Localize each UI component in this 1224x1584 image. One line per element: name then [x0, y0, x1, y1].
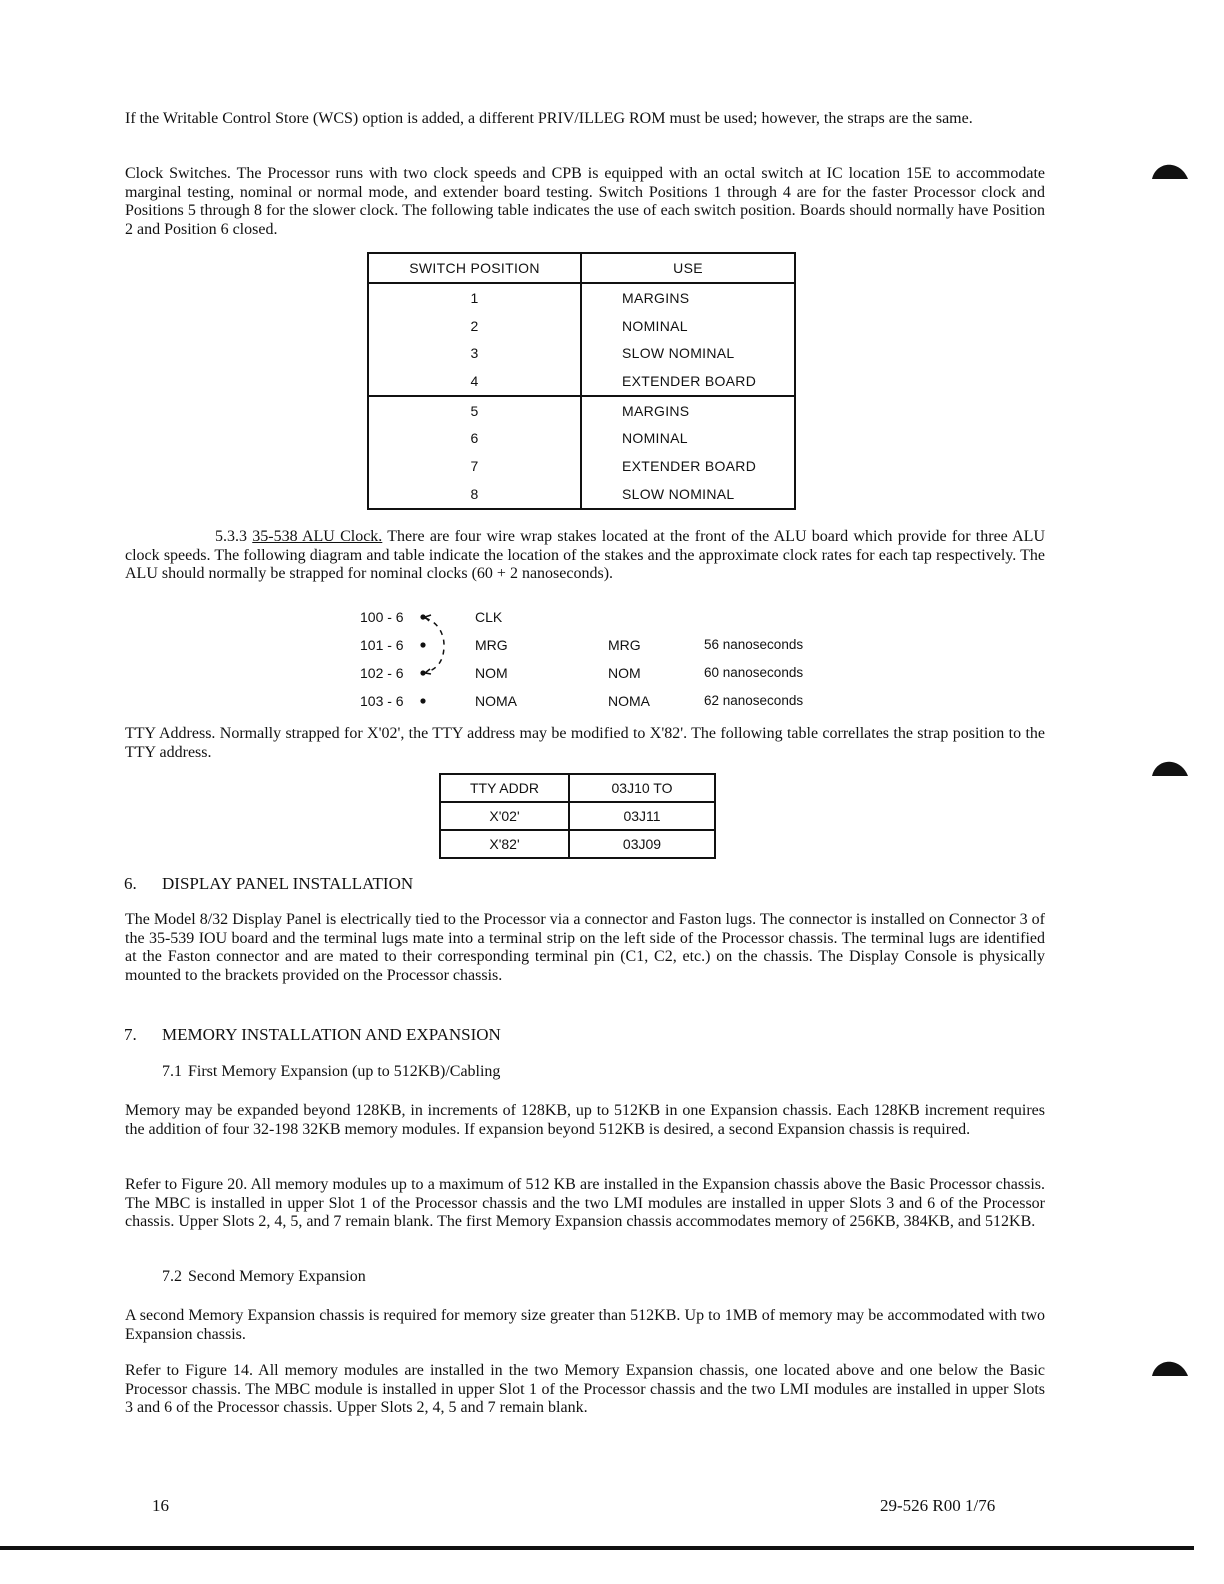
switch-position-cell: 7	[368, 452, 581, 480]
stake-dot	[420, 642, 425, 647]
switch-position-cell: 3	[368, 339, 581, 367]
switch-position-cell: 1	[368, 283, 581, 312]
strap-wire	[425, 618, 444, 673]
switch-position-cell: 5	[368, 396, 581, 425]
signal-label: MRG	[475, 637, 508, 653]
tty-address-paragraph: TTY Address. Normally strapped for X'02', the TTY address may be modified to X'82'. The following table correllates the strap position to the TTY address.	[125, 725, 1045, 761]
signal-label: NOMA	[475, 693, 517, 709]
alu-clock-number: 5.3.3	[215, 528, 247, 545]
signal-label: MRG	[608, 637, 641, 653]
switch-position-cell: 6	[368, 424, 581, 452]
table-row	[368, 367, 795, 396]
use-cell: SLOW NOMINAL	[581, 480, 795, 509]
switch-position-cell: 8	[368, 480, 581, 509]
stake-dot	[420, 614, 425, 619]
subsection-number: 7.1	[162, 1063, 182, 1080]
use-cell: SLOW NOMINAL	[581, 339, 795, 367]
section-title: MEMORY INSTALLATION AND EXPANSION	[162, 1025, 501, 1044]
table-row	[368, 452, 795, 480]
column-header-tty-addr: TTY ADDR	[440, 774, 569, 802]
wcs-paragraph: If the Writable Control Store (WCS) option is added, a different PRIV/ILLEG ROM must be used; however, the straps are the same.	[125, 110, 973, 127]
table-row	[368, 396, 795, 425]
punch-hole-mark	[1150, 752, 1190, 782]
signal-label: NOM	[608, 665, 641, 681]
punch-hole-mark	[1150, 155, 1190, 185]
alu-clock-body: There are four wire wrap stakes located at the front of the ALU board which provide for three ALU clock speeds. The following diagram and table indicate the location of the stakes and the approximate clock rates for each tap respectively. The ALU should normally be strapped for nominal clocks (60 + 2 nanoseconds).	[125, 528, 1046, 582]
punch-hole-mark	[1150, 1352, 1190, 1382]
table-row	[368, 312, 795, 340]
strap-arrow	[425, 615, 431, 621]
clock-rate: 56 nanoseconds	[704, 637, 804, 652]
use-cell: MARGINS	[581, 396, 795, 425]
use-cell: NOMINAL	[581, 424, 795, 452]
signal-label: NOM	[475, 665, 508, 681]
document-id: 29-526 R00 1/76	[880, 1496, 996, 1515]
bottom-rule	[0, 1546, 1194, 1550]
display-panel-paragraph: The Model 8/32 Display Panel is electrically tied to the Processor via a connector and Faston lugs. The connector is installed on Connector 3 of the 35-539 IOU board and the terminal lugs mate into a terminal strip on the left side of the Processor chassis. The terminal lugs are identified at the Faston connector and are mated to their corresponding terminal pin (C1, C2, etc.) on the chassis. The Display Console is physically mounted to the brackets provided on the Processor chassis.	[125, 911, 1045, 984]
section-title: DISPLAY PANEL INSTALLATION	[162, 874, 414, 893]
section-number: 7.	[124, 1025, 137, 1044]
table-row	[440, 830, 715, 858]
column-header-switch-position: SWITCH POSITION	[368, 253, 581, 283]
clock-rate: 62 nanoseconds	[704, 693, 804, 708]
table-row	[368, 339, 795, 367]
clock-switches-paragraph: Clock Switches. The Processor runs with two clock speeds and CPB is equipped with an octal switch at IC location 15E to accommodate marginal testing, nominal or normal mode, and extender board testing. Switch Positions 1 through 4 are for the faster Processor clock and Positions 5 through 8 for the slower clock. The following table indicates the use of each switch position. Boards should normally have Position 2 and Position 6 closed.	[125, 165, 1045, 238]
stake-label: 101 - 6	[360, 637, 404, 653]
section-number: 6.	[124, 874, 137, 893]
switch-position-table	[367, 252, 796, 510]
figure14-paragraph: Refer to Figure 14. All memory modules are installed in the two Memory Expansion chassis, one located above and one below the Basic Processor chassis. The MBC module is installed in upper Slot 1 of the Processor chassis and the two LMI modules are installed in upper Slots 3 and 6 of the Processor chassis. Upper Slots 2, 4, 5 and 7 remain blank.	[125, 1362, 1045, 1416]
signal-label: NOMA	[608, 693, 650, 709]
use-cell: EXTENDER BOARD	[581, 367, 795, 396]
stake-dot	[420, 698, 425, 703]
strap-cell: 03J09	[569, 830, 715, 858]
tty-addr-cell: X'82'	[440, 830, 569, 858]
tty-addr-cell: X'02'	[440, 802, 569, 830]
subsection-heading	[162, 1063, 500, 1081]
table-row	[368, 424, 795, 452]
subsection-title: First Memory Expansion (up to 512KB)/Cabling	[188, 1063, 501, 1080]
page-number: 16	[152, 1496, 169, 1515]
use-cell: EXTENDER BOARD	[581, 452, 795, 480]
stake-label: 100 - 6	[360, 609, 404, 625]
section-heading	[124, 874, 413, 894]
memory-expand-paragraph: Memory may be expanded beyond 128KB, in increments of 128KB, up to 512KB in one Expansion chassis. Each 128KB increment requires the addition of four 32-198 32KB memory modules. If expansion beyond 512KB is desired, a second Expansion chassis is required.	[125, 1102, 1045, 1138]
column-header-use: USE	[581, 253, 795, 283]
switch-position-cell: 4	[368, 367, 581, 396]
table-header-row	[368, 253, 795, 283]
alu-clock-paragraph	[125, 528, 1045, 584]
table-row	[368, 283, 795, 312]
use-cell: NOMINAL	[581, 312, 795, 340]
alu-clock-title: 35-538 ALU Clock.	[252, 528, 383, 545]
second-expand-paragraph: A second Memory Expansion chassis is required for memory size greater than 512KB. Up to 1MB of memory may be accommodated with two Expansion chassis.	[125, 1307, 1045, 1343]
subsection-title: Second Memory Expansion	[188, 1268, 366, 1285]
signal-label: CLK	[475, 609, 503, 625]
strap-arrow	[425, 669, 431, 674]
stake-dot	[420, 670, 425, 675]
subsection-heading	[162, 1268, 366, 1286]
strap-cell: 03J11	[569, 802, 715, 830]
table-header-row	[440, 774, 715, 802]
subsection-number: 7.2	[162, 1268, 182, 1285]
figure20-paragraph: Refer to Figure 20. All memory modules up to a maximum of 512 KB are installed in the Expansion chassis above the Basic Processor chassis. The MBC is installed in upper Slot 1 of the Processor chassis and the two LMI modules are installed in upper Slots 3 and 6 of the Processor chassis. Upper Slots 2, 4, 5, and 7 remain blank. The first Memory Expansion chassis accommodates memory of 256KB, 384KB, and 512KB.	[125, 1176, 1045, 1230]
stake-label: 103 - 6	[360, 693, 404, 709]
stake-label: 102 - 6	[360, 665, 404, 681]
column-header-strap: 03J10 TO	[569, 774, 715, 802]
use-cell: MARGINS	[581, 283, 795, 312]
tty-address-table	[439, 773, 716, 859]
clock-rate: 60 nanoseconds	[704, 665, 804, 680]
section-heading	[124, 1025, 501, 1045]
table-row	[440, 802, 715, 830]
strap-diagram	[414, 608, 454, 708]
switch-position-cell: 2	[368, 312, 581, 340]
table-row	[368, 480, 795, 509]
